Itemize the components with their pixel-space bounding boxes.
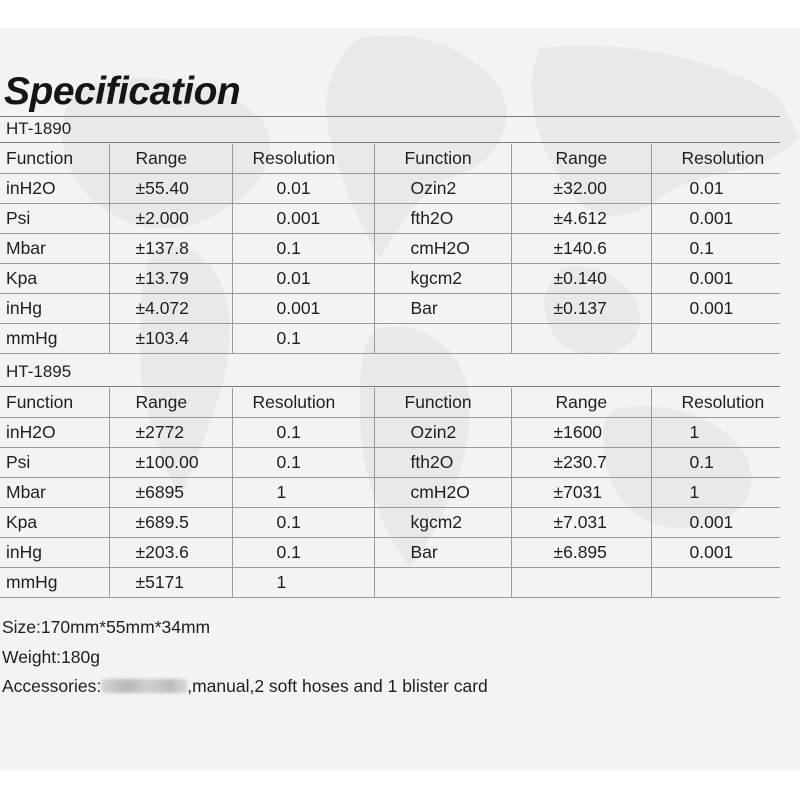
cell-resolution: 0.1 — [232, 538, 374, 568]
weight-spec: Weight:180g — [2, 647, 100, 667]
cell-function: inH2O — [0, 418, 109, 448]
cell-range: ±203.6 — [109, 538, 232, 568]
cell-resolution: 0.001 — [232, 294, 374, 324]
cell-function-2: Bar — [374, 294, 511, 324]
cell-function-2: Bar — [374, 538, 511, 568]
header-function-2: Function — [374, 144, 511, 174]
cell-resolution-2: 0.1 — [651, 234, 780, 264]
cell-range: ±2772 — [109, 418, 232, 448]
cell-resolution-2: 0.001 — [651, 538, 780, 568]
spec-sheet — [0, 28, 800, 770]
cell-range: ±6895 — [109, 478, 232, 508]
header-resolution: Resolution — [232, 144, 374, 174]
accessories-spec — [2, 676, 488, 697]
cell-resolution-2: 1 — [651, 418, 780, 448]
cell-range-2: ±32.00 — [511, 174, 651, 204]
cell-resolution-2: 0.001 — [651, 508, 780, 538]
cell-function-2: fth2O — [374, 448, 511, 478]
header-range: Range — [109, 144, 232, 174]
cell-function: Mbar — [0, 234, 109, 264]
header-function-2: Function — [374, 388, 511, 418]
cell-function: Psi — [0, 448, 109, 478]
section-divider — [0, 142, 780, 143]
cell-function: mmHg — [0, 568, 109, 598]
table-row — [0, 418, 780, 448]
cell-resolution: 0.1 — [232, 418, 374, 448]
cell-resolution: 0.1 — [232, 508, 374, 538]
table-header-row — [0, 388, 780, 418]
cell-function: inHg — [0, 538, 109, 568]
accessories-label: Accessories: — [2, 676, 102, 696]
cell-function: mmHg — [0, 324, 109, 354]
header-resolution: Resolution — [232, 388, 374, 418]
table-row — [0, 174, 780, 204]
cell-range: ±55.40 — [109, 174, 232, 204]
cell-range-2: ±6.895 — [511, 538, 651, 568]
table-row — [0, 508, 780, 538]
cell-function: Kpa — [0, 264, 109, 294]
header-resolution-2: Resolution — [651, 388, 780, 418]
cell-range: ±13.79 — [109, 264, 232, 294]
cell-function-2: Ozin2 — [374, 418, 511, 448]
cell-function-2: cmH2O — [374, 234, 511, 264]
cell-resolution-2 — [651, 568, 780, 598]
cell-range-2: ±0.140 — [511, 264, 651, 294]
header-range: Range — [109, 388, 232, 418]
cell-function: Mbar — [0, 478, 109, 508]
cell-function: inHg — [0, 294, 109, 324]
table-row — [0, 324, 780, 354]
cell-resolution-2: 0.001 — [651, 294, 780, 324]
cell-range-2: ±230.7 — [511, 448, 651, 478]
cell-function: Kpa — [0, 508, 109, 538]
cell-function-2: cmH2O — [374, 478, 511, 508]
cell-range: ±137.8 — [109, 234, 232, 264]
cell-resolution-2: 0.001 — [651, 264, 780, 294]
table-header-row — [0, 144, 780, 174]
cell-function-2 — [374, 324, 511, 354]
spec-table-ht1895 — [0, 388, 780, 598]
table-row — [0, 294, 780, 324]
cell-function-2: fth2O — [374, 204, 511, 234]
model-label-ht1890: HT-1890 — [6, 119, 72, 138]
cell-range-2 — [511, 568, 651, 598]
page-title: Specification — [4, 70, 241, 113]
cell-range-2 — [511, 324, 651, 354]
model-label-ht1895: HT-1895 — [6, 362, 72, 381]
cell-range: ±2.000 — [109, 204, 232, 234]
redacted-text — [101, 679, 187, 693]
cell-range-2: ±7031 — [511, 478, 651, 508]
cell-function-2: kgcm2 — [374, 508, 511, 538]
cell-range: ±103.4 — [109, 324, 232, 354]
cell-range-2: ±1600 — [511, 418, 651, 448]
cell-resolution-2 — [651, 324, 780, 354]
cell-resolution-2: 1 — [651, 478, 780, 508]
header-range-2: Range — [511, 388, 651, 418]
cell-function-2: kgcm2 — [374, 264, 511, 294]
cell-resolution-2: 0.001 — [651, 204, 780, 234]
cell-resolution: 0.01 — [232, 264, 374, 294]
cell-range-2: ±140.6 — [511, 234, 651, 264]
cell-range-2: ±0.137 — [511, 294, 651, 324]
cell-range-2: ±4.612 — [511, 204, 651, 234]
table-row — [0, 264, 780, 294]
header-function: Function — [0, 388, 109, 418]
cell-resolution: 0.01 — [232, 174, 374, 204]
cell-range: ±100.00 — [109, 448, 232, 478]
spec-table-ht1890 — [0, 144, 780, 354]
cell-resolution: 0.1 — [232, 448, 374, 478]
cell-function-2: Ozin2 — [374, 174, 511, 204]
cell-range-2: ±7.031 — [511, 508, 651, 538]
table-row — [0, 538, 780, 568]
table-row — [0, 204, 780, 234]
cell-resolution: 0.1 — [232, 324, 374, 354]
cell-function-2 — [374, 568, 511, 598]
cell-function: Psi — [0, 204, 109, 234]
header-function: Function — [0, 144, 109, 174]
table-row — [0, 448, 780, 478]
header-resolution-2: Resolution — [651, 144, 780, 174]
cell-resolution-2: 0.1 — [651, 448, 780, 478]
cell-resolution-2: 0.01 — [651, 174, 780, 204]
cell-function: inH2O — [0, 174, 109, 204]
cell-range: ±689.5 — [109, 508, 232, 538]
cell-resolution: 1 — [232, 568, 374, 598]
cell-resolution: 1 — [232, 478, 374, 508]
cell-resolution: 0.001 — [232, 204, 374, 234]
section-divider — [0, 116, 780, 117]
cell-range: ±5171 — [109, 568, 232, 598]
cell-resolution: 0.1 — [232, 234, 374, 264]
accessories-list: ,manual,2 soft hoses and 1 blister card — [187, 676, 488, 696]
table-row — [0, 568, 780, 598]
size-spec: Size:170mm*55mm*34mm — [2, 617, 211, 637]
table-row — [0, 234, 780, 264]
header-range-2: Range — [511, 144, 651, 174]
section-divider — [0, 386, 780, 387]
cell-range: ±4.072 — [109, 294, 232, 324]
table-row — [0, 478, 780, 508]
